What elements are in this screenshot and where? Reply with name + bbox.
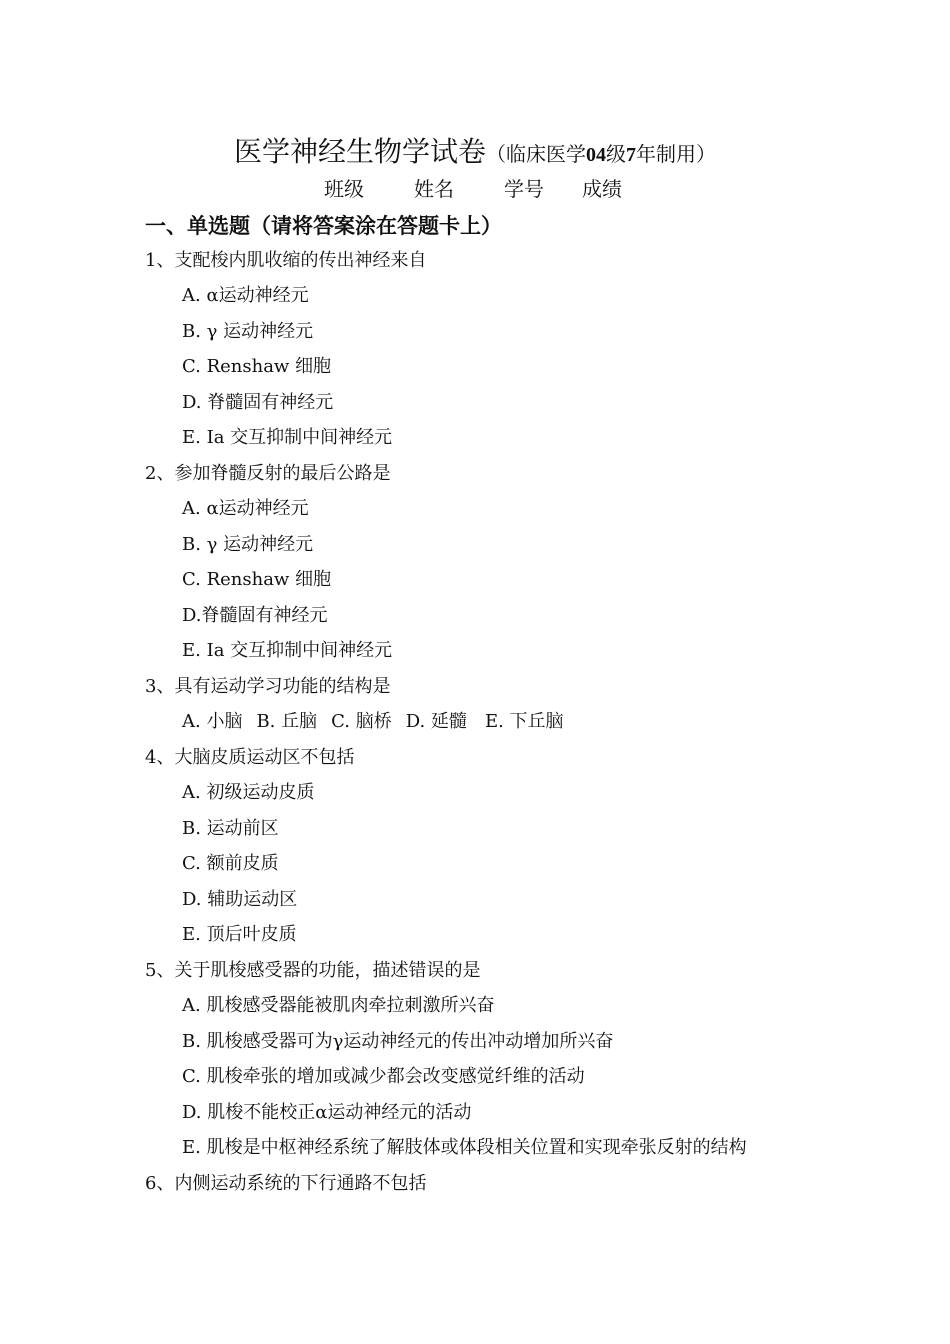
answer-option: C. 肌梭牵张的增加或减少都会改变感觉纤维的活动 — [182, 1066, 585, 1087]
question-stem: 6、内侧运动系统的下行通路不包括 — [145, 1173, 427, 1194]
answer-option: B. 肌梭感受器可为γ运动神经元的传出冲动增加所兴奋 — [182, 1031, 614, 1052]
student-info-fields — [324, 173, 622, 202]
answer-option: B. γ 运动神经元 — [182, 321, 314, 342]
answer-option: E. Ia 交互抑制中间神经元 — [182, 427, 393, 448]
title-main: 医学神经生物学试卷 — [233, 135, 486, 168]
title-sub: （临床医学04级7年制用） — [486, 142, 716, 166]
section-heading: 一、单选题（请将答案涂在答题卡上） — [145, 214, 502, 238]
answer-option: C. Renshaw 细胞 — [182, 569, 332, 590]
answer-option: C. 脑桥 — [331, 711, 392, 732]
answer-option: C. 额前皮质 — [182, 853, 279, 874]
answer-option: B. γ 运动神经元 — [182, 534, 314, 555]
name-field-label: 姓名 — [414, 177, 454, 201]
answer-option: D. 脊髓固有神经元 — [182, 392, 334, 413]
answer-option: A. 肌梭感受器能被肌肉牵拉刺激所兴奋 — [182, 995, 495, 1016]
answer-option: A. α运动神经元 — [182, 498, 309, 519]
student-id-field-label: 学号 — [504, 177, 544, 201]
class-field-label: 班级 — [324, 177, 364, 201]
question-stem: 5、关于肌梭感受器的功能，描述错误的是 — [145, 960, 481, 981]
question-stem: 3、具有运动学习功能的结构是 — [145, 676, 391, 697]
answer-option: E. 顶后叶皮质 — [182, 924, 297, 945]
answer-option: A. α运动神经元 — [182, 285, 309, 306]
question-stem: 2、参加脊髓反射的最后公路是 — [145, 463, 391, 484]
answer-option: A. 小脑 — [182, 711, 243, 732]
answer-options-inline — [182, 710, 578, 734]
answer-option: A. 初级运动皮质 — [182, 782, 315, 803]
answer-option: E. 肌梭是中枢神经系统了解肢体或体段相关位置和实现牵张反射的结构 — [182, 1137, 747, 1158]
answer-option: B. 丘脑 — [256, 711, 318, 732]
answer-option: C. Renshaw 细胞 — [182, 356, 332, 377]
answer-option: E. Ia 交互抑制中间神经元 — [182, 640, 393, 661]
answer-option: D. 辅助运动区 — [182, 889, 298, 910]
answer-option: D.脊髓固有神经元 — [182, 605, 328, 626]
answer-option: D. 延髓 — [405, 711, 467, 732]
question-stem: 4、大脑皮质运动区不包括 — [145, 747, 355, 768]
answer-option: B. 运动前区 — [182, 818, 279, 839]
answer-option: E. 下丘脑 — [484, 711, 564, 732]
exam-title — [0, 130, 950, 170]
score-field-label: 成绩 — [582, 177, 622, 201]
answer-option: D. 肌梭不能校正α运动神经元的活动 — [182, 1102, 472, 1123]
question-stem: 1、支配梭内肌收缩的传出神经来自 — [145, 250, 427, 271]
